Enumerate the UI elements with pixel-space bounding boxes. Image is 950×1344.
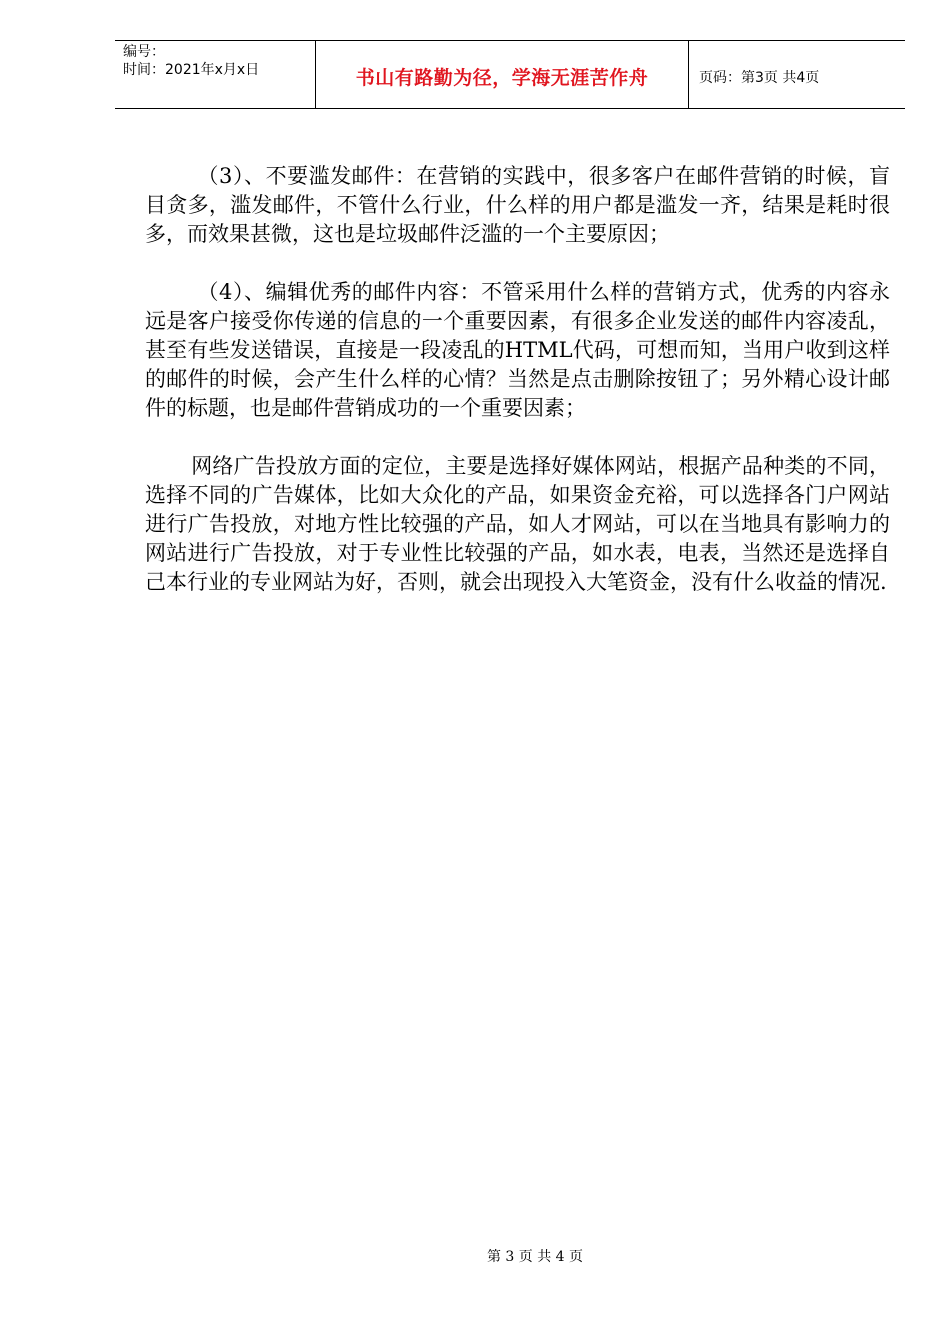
header-page-cell (689, 41, 905, 108)
motto-text: 书山有路勤为径，学海无涯苦作舟 (355, 67, 649, 89)
page-footer: 第 3 页 共 4 页 (486, 1249, 584, 1265)
header-meta (115, 41, 316, 108)
paragraph: （4）、编辑优秀的邮件内容：不管采用什么样的营销方式，优秀的内容永远是客户接受你传递的信息的一个重要因素，有很多企业发送的邮件内容凌乱，甚至有些发送错误，直接是一段凌乱的HTML代码，可想而知，当用户收到这样的邮件的时候，会产生什么样的心情？当然是点击删除按钮了；另外精心设计邮件的标题，也是邮件营销成功的一个重要因素； (145, 280, 890, 420)
header-motto-cell (316, 41, 689, 108)
number-label: 编号： (123, 44, 165, 60)
page-info: 页码：第3页 共4页 (699, 69, 820, 86)
page-header (115, 40, 905, 109)
paragraph: 网络广告投放方面的定位，主要是选择好媒体网站，根据产品种类的不同，选择不同的广告媒体，比如大众化的产品，如果资金充裕，可以选择各门户网站进行广告投放，对地方性比较强的产品，如人才网站，可以在当地具有影响力的网站进行广告投放，对于专业性比较强的产品，如水表，电表，当然还是选择自己本行业的专业网站为好，否则，就会出现投入大笔资金，没有什么收益的情况. (145, 454, 890, 594)
time-label: 时间：2021年x月x日 (123, 62, 260, 78)
document-body (145, 162, 890, 626)
paragraph: （3）、不要滥发邮件：在营销的实践中，很多客户在邮件营销的时候，盲目贪多，滥发邮件，不管什么行业，什么样的用户都是滥发一齐，结果是耗时很多，而效果甚微，这也是垃圾邮件泛滥的一个主要原因； (145, 164, 890, 246)
